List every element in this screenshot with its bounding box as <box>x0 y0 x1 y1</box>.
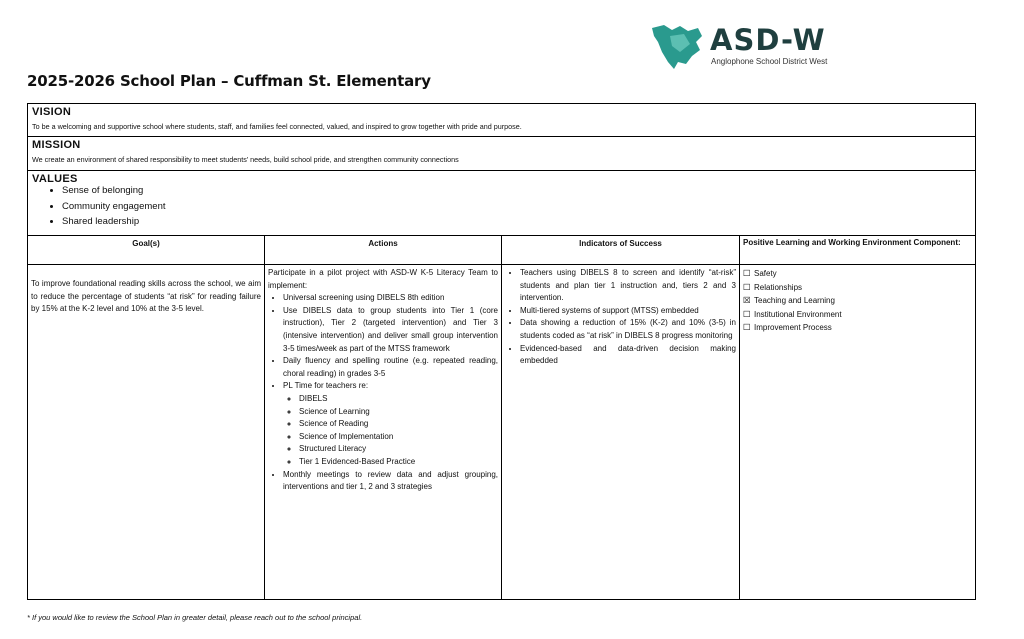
checklist-label: Teaching and Learning <box>754 296 835 306</box>
footnote: * If you would like to review the School Plan in greater detail, please reach out to the school principal. <box>27 613 363 622</box>
actions-list <box>268 292 498 393</box>
mission-section <box>28 137 975 171</box>
value-item: • Sense of belonging <box>62 183 166 199</box>
values-section <box>28 171 975 235</box>
checkbox-icon: ☐ <box>743 281 751 292</box>
actions-column <box>265 235 502 599</box>
environment-header: Positive Learning and Working Environment Component: <box>743 238 961 247</box>
indicator-item: • Evidenced-based and data-driven decision making embedded <box>520 343 736 368</box>
environment-column <box>740 235 975 599</box>
action-item: • Monthly meetings to review data and adjust grouping, interventions and tier 1, 2 and 3 strategies <box>283 469 498 494</box>
value-item: • Community engagement <box>62 199 166 215</box>
environment-body <box>743 267 972 335</box>
value-item: • Shared leadership <box>62 214 166 230</box>
indicators-column <box>502 235 740 599</box>
plan-grid <box>28 235 975 599</box>
pl-topic: ◦ Science of Learning <box>299 406 498 419</box>
vision-section <box>28 104 975 137</box>
indicator-item: • Multi-tiered systems of support (MTSS) embedded <box>520 305 736 318</box>
checklist-label: Safety <box>754 269 777 278</box>
indicators-body <box>505 267 736 368</box>
pl-topic: ◦ Science of Reading <box>299 418 498 431</box>
checkbox-icon: ☐ <box>743 322 751 333</box>
goal-text: To improve foundational reading skills across the school, we aim to reduce the percentage of students “at risk” for reading failure by 15% at the K-2 level and 10% at the 3-5 level. <box>31 279 261 314</box>
indicator-item: • Teachers using DIBELS 8 to screen and identify “at-risk” students and plan tier 1 instruction and, tiers 2 and 3 intervention. <box>520 267 736 305</box>
mission-heading: MISSION <box>32 139 81 151</box>
checklist-label: Improvement Process <box>754 323 832 333</box>
values-heading: VALUES <box>32 173 78 185</box>
goals-header: Goal(s) <box>132 239 160 248</box>
actions-list-final <box>268 469 498 494</box>
goals-column <box>28 235 265 599</box>
actions-header: Actions <box>368 239 398 248</box>
checkbox-icon: ☐ <box>743 268 751 278</box>
action-item: • Use DIBELS data to group students into Tier 1 (core instruction), Tier 2 (targeted intervention) and Tier 3 (intensive intervention) and deliver small group intervention 3-5 times/week as part of the MTSS framework <box>283 305 498 355</box>
checklist-label: Relationships <box>754 282 803 292</box>
district-logo <box>650 22 850 72</box>
school-plan-table <box>27 103 976 600</box>
actions-intro: Participate in a pilot project with ASD-W K-5 Literacy Team to implement: <box>268 268 498 290</box>
checklist-item-improvement <box>743 321 972 335</box>
actions-body <box>268 267 498 494</box>
logo-subtitle: Anglophone School District West <box>711 57 828 66</box>
indicators-header: Indicators of Success <box>579 239 662 248</box>
action-item: • Universal screening using DIBELS 8th edition <box>283 292 498 305</box>
checklist-item-institutional <box>743 308 972 322</box>
action-item: • PL Time for teachers re: <box>283 380 498 393</box>
environment-checklist <box>743 267 972 335</box>
mission-text: We create an environment of shared responsibility to meet students’ needs, build school pride, and strengthen community connections <box>32 155 459 164</box>
logo-text: ASD-W <box>710 23 826 57</box>
pl-topics-list <box>268 393 498 469</box>
action-item: • Daily fluency and spelling routine (e.g. repeated reading, choral reading) in grades 3-5 <box>283 355 498 380</box>
checklist-item-relationships <box>743 281 972 295</box>
province-map-icon <box>650 22 706 70</box>
pl-topic: ◦ Tier 1 Evidenced-Based Practice <box>299 456 498 469</box>
pl-topic: ◦ Science of Implementation <box>299 431 498 444</box>
checklist-label: Institutional Environment <box>754 309 842 319</box>
checked-box-icon: ☒ <box>743 295 751 306</box>
pl-topic: ◦ DIBELS <box>299 393 498 406</box>
checklist-item-safety <box>743 267 972 281</box>
checklist-item-teaching-learning <box>743 294 972 308</box>
indicator-item: • Data showing a reduction of 15% (K-2) and 10% (3-5) in students coded as “at risk” in DIBELS 8 progress monitoring <box>520 317 736 342</box>
indicators-list <box>505 267 736 368</box>
checkbox-icon: ☐ <box>743 308 751 319</box>
vision-text: To be a welcoming and supportive school where students, staff, and families feel connected, valued, and inspired to grow together with pride and purpose. <box>32 122 522 131</box>
vision-heading: VISION <box>32 106 72 118</box>
pl-topic: ◦ Structured Literacy <box>299 443 498 456</box>
page-title: 2025-2026 School Plan – Cuffman St. Elementary <box>27 72 431 90</box>
values-list <box>32 183 166 230</box>
